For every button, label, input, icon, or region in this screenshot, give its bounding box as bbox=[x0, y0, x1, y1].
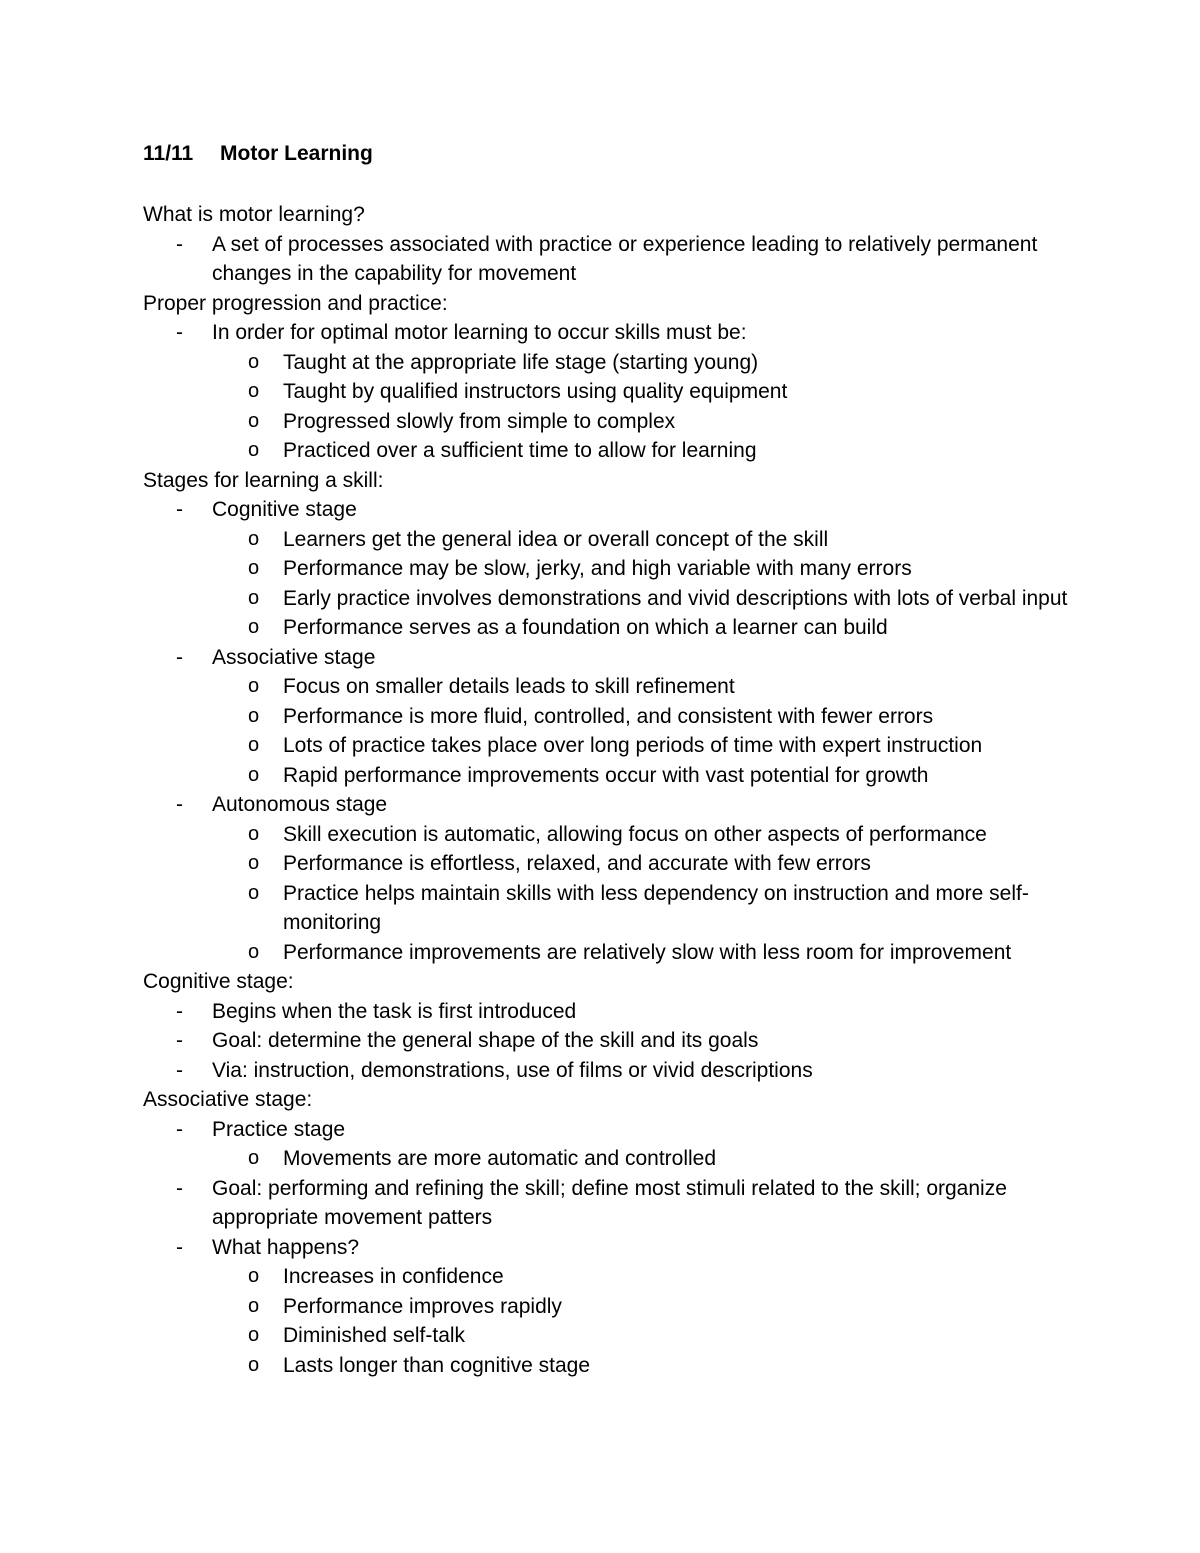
list-item bbox=[143, 1115, 1103, 1145]
dash-bullet-icon: - bbox=[176, 1117, 183, 1141]
list-item-text: Goal: performing and refining the skill; define most stimuli related to the skill; organize appropriate movement patters bbox=[212, 1176, 1007, 1229]
circle-bullet-icon: o bbox=[248, 1265, 260, 1287]
list-item bbox=[143, 790, 1103, 820]
list-item-text: Cognitive stage bbox=[212, 498, 357, 521]
sub-list-item-text: Focus on smaller details leads to skill refinement bbox=[283, 675, 735, 698]
list-item-text: What happens? bbox=[212, 1235, 360, 1259]
circle-bullet-icon: o bbox=[248, 940, 260, 963]
dash-bullet-icon: - bbox=[176, 498, 183, 521]
sub-list-item-text: Movements are more automatic and controlled bbox=[283, 1147, 717, 1170]
sub-list-item bbox=[143, 938, 1103, 968]
sub-list-item-text: Performance is effortless, relaxed, and accurate with few errors bbox=[283, 852, 871, 875]
circle-bullet-icon: o bbox=[248, 822, 260, 845]
sub-list-item-text: Performance serves as a foundation on which a learner can build bbox=[283, 616, 888, 639]
note-title: Motor Learning bbox=[220, 142, 373, 165]
dash-bullet-icon: - bbox=[176, 1029, 183, 1052]
list-item-text: Goal: determine the general shape of the skill and its goals bbox=[212, 1029, 759, 1052]
circle-bullet-icon: o bbox=[248, 527, 260, 550]
dash-bullet-icon: - bbox=[176, 793, 183, 816]
sub-list-item bbox=[143, 1351, 1103, 1381]
sub-list-item-text: Performance improvements are relatively slow with less room for improvement bbox=[283, 940, 1012, 964]
circle-bullet-icon: o bbox=[248, 852, 260, 874]
sub-list-item-text: Progressed slowly from simple to complex bbox=[283, 409, 676, 433]
circle-bullet-icon: o bbox=[248, 350, 260, 373]
sub-list-item bbox=[143, 820, 1103, 850]
dash-bullet-icon: - bbox=[176, 999, 183, 1023]
circle-bullet-icon: o bbox=[248, 557, 260, 579]
sub-list-item bbox=[143, 849, 1103, 879]
sub-list-item-text: Lots of practice takes place over long periods of time with expert instruction bbox=[283, 734, 983, 757]
sub-list-item bbox=[143, 436, 1103, 466]
list-item bbox=[143, 1174, 1103, 1233]
dash-bullet-icon: - bbox=[176, 645, 183, 669]
sub-list-item bbox=[143, 1144, 1103, 1174]
list-item-text: Practice stage bbox=[212, 1117, 346, 1141]
sub-list-item-text: Learners get the general idea or overall concept of the skill bbox=[283, 527, 829, 551]
circle-bullet-icon: o bbox=[248, 763, 260, 786]
circle-bullet-icon: o bbox=[248, 1353, 260, 1376]
sub-list-item-text: Taught at the appropriate life stage (starting young) bbox=[283, 350, 759, 374]
dash-bullet-icon: - bbox=[176, 1235, 183, 1259]
sub-list-item-text: Lasts longer than cognitive stage bbox=[283, 1353, 591, 1377]
sub-list-item bbox=[143, 731, 1103, 761]
sub-list-item bbox=[143, 1262, 1103, 1292]
list-item-text: Autonomous stage bbox=[212, 793, 388, 816]
sub-list-item bbox=[143, 584, 1103, 614]
circle-bullet-icon: o bbox=[248, 734, 260, 756]
circle-bullet-icon: o bbox=[248, 380, 260, 402]
circle-bullet-icon: o bbox=[248, 616, 260, 638]
circle-bullet-icon: o bbox=[248, 409, 260, 432]
section-heading: Stages for learning a skill: bbox=[143, 468, 384, 492]
sub-list-item bbox=[143, 879, 1103, 938]
list-item-text: Via: instruction, demonstrations, use of films or vivid descriptions bbox=[212, 1058, 813, 1082]
list-item-text: Associative stage bbox=[212, 645, 376, 669]
sub-list-item bbox=[143, 761, 1103, 791]
sub-list-item bbox=[143, 377, 1103, 407]
section-heading: Proper progression and practice: bbox=[143, 291, 448, 315]
sub-list-item-text: Taught by qualified instructors using quality equipment bbox=[283, 380, 788, 403]
list-item bbox=[143, 495, 1103, 525]
sub-list-item bbox=[143, 1292, 1103, 1322]
list-item-text: A set of processes associated with practice or experience leading to relatively permanent changes in the capability for movement bbox=[212, 232, 1038, 285]
circle-bullet-icon: o bbox=[248, 704, 260, 727]
dash-bullet-icon: - bbox=[176, 1058, 183, 1082]
section-heading: Associative stage: bbox=[143, 1088, 313, 1111]
circle-bullet-icon: o bbox=[248, 1147, 260, 1169]
list-item bbox=[143, 1026, 1103, 1056]
sub-list-item bbox=[143, 407, 1103, 437]
sub-list-item bbox=[143, 672, 1103, 702]
dash-bullet-icon: - bbox=[176, 232, 183, 256]
sub-list-item bbox=[143, 348, 1103, 378]
list-item bbox=[143, 1056, 1103, 1086]
sub-list-item bbox=[143, 525, 1103, 555]
sub-list-item bbox=[143, 1321, 1103, 1351]
circle-bullet-icon: o bbox=[248, 586, 260, 609]
sub-list-item-text: Practice helps maintain skills with less dependency on instruction and more self-monitoring bbox=[283, 881, 1029, 934]
section-heading: What is motor learning? bbox=[143, 203, 365, 226]
circle-bullet-icon: o bbox=[248, 881, 260, 904]
circle-bullet-icon: o bbox=[248, 439, 260, 461]
list-item bbox=[143, 997, 1103, 1027]
section-heading: Cognitive stage: bbox=[143, 970, 294, 993]
sub-list-item-text: Performance may be slow, jerky, and high variable with many errors bbox=[283, 557, 912, 580]
dash-bullet-icon: - bbox=[176, 1176, 183, 1200]
list-item bbox=[143, 230, 1103, 289]
list-item bbox=[143, 318, 1103, 348]
sub-list-item-text: Performance improves rapidly bbox=[283, 1294, 562, 1318]
circle-bullet-icon: o bbox=[248, 1324, 260, 1346]
notes-body bbox=[143, 200, 1103, 1380]
sub-list-item-text: Early practice involves demonstrations and vivid descriptions with lots of verbal input bbox=[283, 586, 1068, 610]
note-date: 11/11 bbox=[143, 142, 194, 165]
document-title-row bbox=[143, 142, 373, 172]
sub-list-item-text: Practiced over a sufficient time to allow for learning bbox=[283, 439, 757, 462]
list-item-text: In order for optimal motor learning to occur skills must be: bbox=[212, 321, 747, 344]
sub-list-item-text: Performance is more fluid, controlled, and consistent with fewer errors bbox=[283, 704, 934, 728]
sub-list-item-text: Diminished self-talk bbox=[283, 1324, 466, 1347]
list-item bbox=[143, 1233, 1103, 1263]
sub-list-item bbox=[143, 702, 1103, 732]
circle-bullet-icon: o bbox=[248, 1294, 260, 1317]
sub-list-item bbox=[143, 554, 1103, 584]
sub-list-item-text: Skill execution is automatic, allowing focus on other aspects of performance bbox=[283, 822, 987, 846]
sub-list-item bbox=[143, 613, 1103, 643]
sub-list-item-text: Increases in confidence bbox=[283, 1265, 504, 1288]
list-item bbox=[143, 643, 1103, 673]
sub-list-item-text: Rapid performance improvements occur with vast potential for growth bbox=[283, 763, 929, 787]
dash-bullet-icon: - bbox=[176, 321, 183, 344]
list-item-text: Begins when the task is first introduced bbox=[212, 999, 577, 1023]
circle-bullet-icon: o bbox=[248, 675, 260, 697]
